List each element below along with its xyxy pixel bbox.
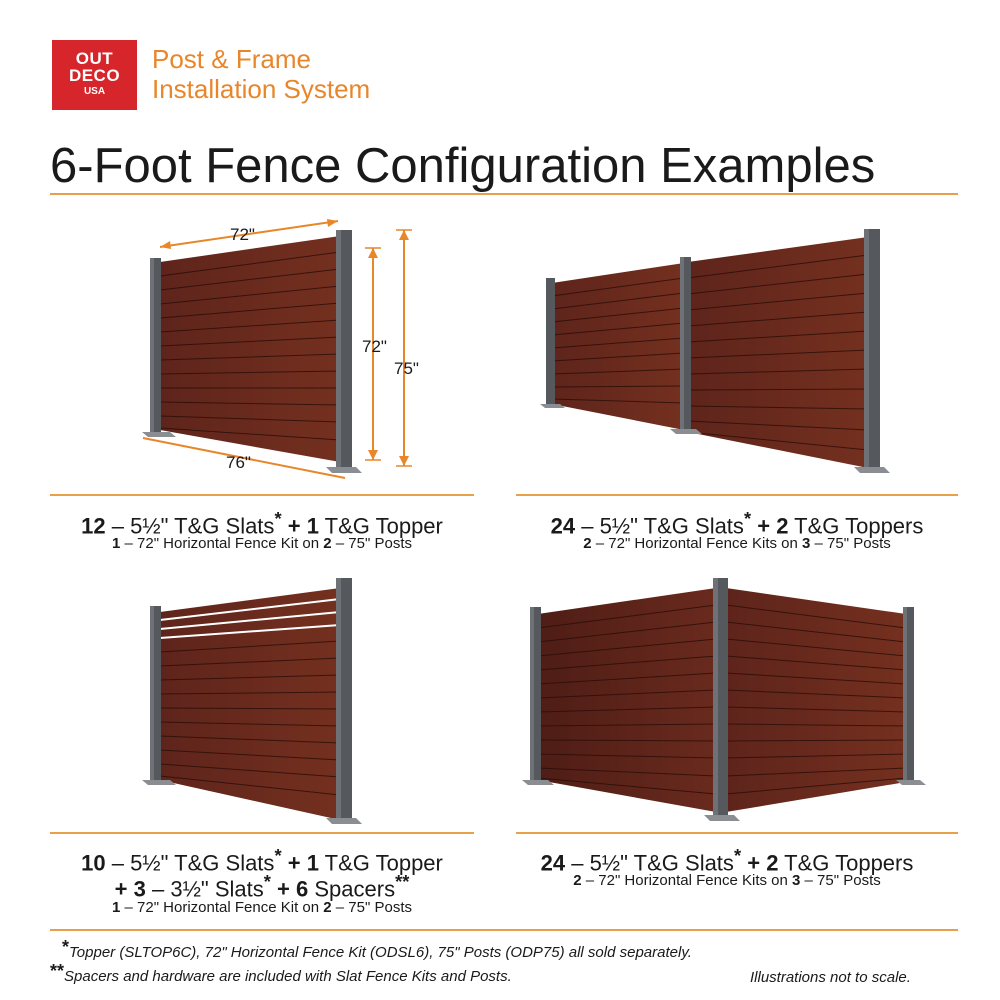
slat-count: 24: [540, 850, 566, 876]
footnote-star: *: [62, 937, 70, 957]
topper-count: 2: [776, 513, 789, 539]
fence-two-panels-straight: [540, 229, 890, 473]
footnote-2-text: Spacers and hardware are included with Slat Fence Kits and Posts.: [64, 968, 512, 985]
footnote-star: *: [274, 845, 282, 866]
config-1-kit: [30, 535, 494, 553]
footnote-2: [50, 962, 512, 986]
kit-count: 2: [583, 535, 592, 552]
logo-line-usa: USA: [83, 86, 106, 97]
logo-line-out: OUT: [75, 49, 114, 68]
footnote-star: *: [263, 871, 271, 892]
plus-sign: +: [757, 513, 771, 539]
kit-count: 2: [573, 872, 582, 889]
dimension-post-height: 75": [394, 359, 419, 378]
spacer-count: 6: [296, 876, 309, 902]
config-4-kit: [496, 872, 958, 890]
caption-divider: [50, 494, 474, 496]
topper-desc: T&G Topper: [318, 513, 443, 539]
slat-desc: – 5½" T&G Slats: [565, 850, 734, 876]
slat-count: 10: [81, 850, 106, 876]
topper-count: 1: [306, 513, 319, 539]
footnote-1: [62, 938, 692, 962]
fence-slat-spacer-panel: [142, 578, 362, 824]
short-slat-count: 3: [133, 876, 146, 902]
plus-sign: +: [287, 513, 301, 539]
kit-on: on: [767, 872, 793, 889]
topper-count: 2: [766, 850, 779, 876]
kit-on: on: [298, 535, 324, 552]
post-desc: – 75" Posts: [810, 535, 891, 552]
footnote-double-star: **: [50, 961, 65, 981]
plus-sign: +: [114, 876, 128, 902]
slat-desc: – 5½" T&G Slats: [575, 513, 744, 539]
dimension-base-width: 76": [226, 453, 251, 472]
topper-desc: T&G Toppers: [778, 850, 914, 876]
scale-note: Illustrations not to scale.: [750, 969, 911, 986]
footnote-double-star: **: [395, 871, 410, 892]
spacer-desc: Spacers: [308, 876, 396, 902]
footnote-star: *: [743, 508, 752, 529]
dimension-panel-height: 72": [362, 337, 387, 356]
footer-divider: [50, 929, 958, 931]
plus-sign: +: [747, 850, 761, 876]
fence-corner-two-panels: [522, 578, 926, 821]
kit-on: on: [777, 535, 803, 552]
kit-on: on: [298, 899, 324, 916]
caption-divider: [50, 832, 474, 834]
post-count: 2: [323, 535, 332, 552]
kit-desc: – 72" Horizontal Fence Kit: [120, 899, 299, 916]
topper-desc: T&G Toppers: [788, 513, 924, 539]
slat-desc: – 5½" T&G Slats: [105, 513, 275, 539]
footnote-1-text: Topper (SLTOP6C), 72" Horizontal Fence Kit (ODSL6), 75" Posts (ODP75) all sold separately.: [69, 944, 692, 961]
post-count: 3: [802, 535, 811, 552]
post-desc: – 75" Posts: [331, 535, 412, 552]
fence-single-panel: [142, 219, 419, 478]
post-count: 3: [792, 872, 801, 889]
topper-desc: T&G Topper: [318, 850, 443, 876]
kit-desc: – 72" Horizontal Fence Kit: [120, 535, 299, 552]
caption-divider: [516, 494, 958, 496]
config-3-kit: [30, 899, 494, 917]
dimension-top-width: 72": [230, 225, 255, 244]
plus-sign: +: [277, 876, 290, 902]
kit-count: 1: [111, 899, 121, 916]
config-3-materials-line2: [30, 869, 494, 902]
slat-desc: – 5½" T&G Slats: [105, 850, 275, 876]
logo-line-deco: DECO: [68, 66, 121, 85]
short-slat-desc: – 3½" Slats: [145, 876, 264, 902]
caption-divider: [516, 832, 958, 834]
kit-count: 1: [111, 535, 121, 552]
slat-count: 24: [550, 513, 576, 539]
config-2-kit: [506, 535, 968, 553]
post-count: 2: [323, 899, 332, 916]
page-title: 6-Foot Fence Configuration Examples: [50, 139, 876, 193]
slat-count: 12: [81, 513, 106, 539]
kit-desc: – 72" Horizontal Fence Kits: [581, 872, 767, 889]
kit-desc: – 72" Horizontal Fence Kits: [591, 535, 777, 552]
system-title-line1: Post & Frame: [152, 44, 311, 74]
topper-count: 1: [306, 850, 319, 876]
post-desc: – 75" Posts: [331, 899, 412, 916]
post-desc: – 75" Posts: [800, 872, 881, 889]
footnote-star: *: [733, 845, 742, 866]
system-title-line2: Installation System: [152, 74, 371, 104]
footnote-star: *: [274, 508, 282, 529]
plus-sign: +: [287, 850, 301, 876]
